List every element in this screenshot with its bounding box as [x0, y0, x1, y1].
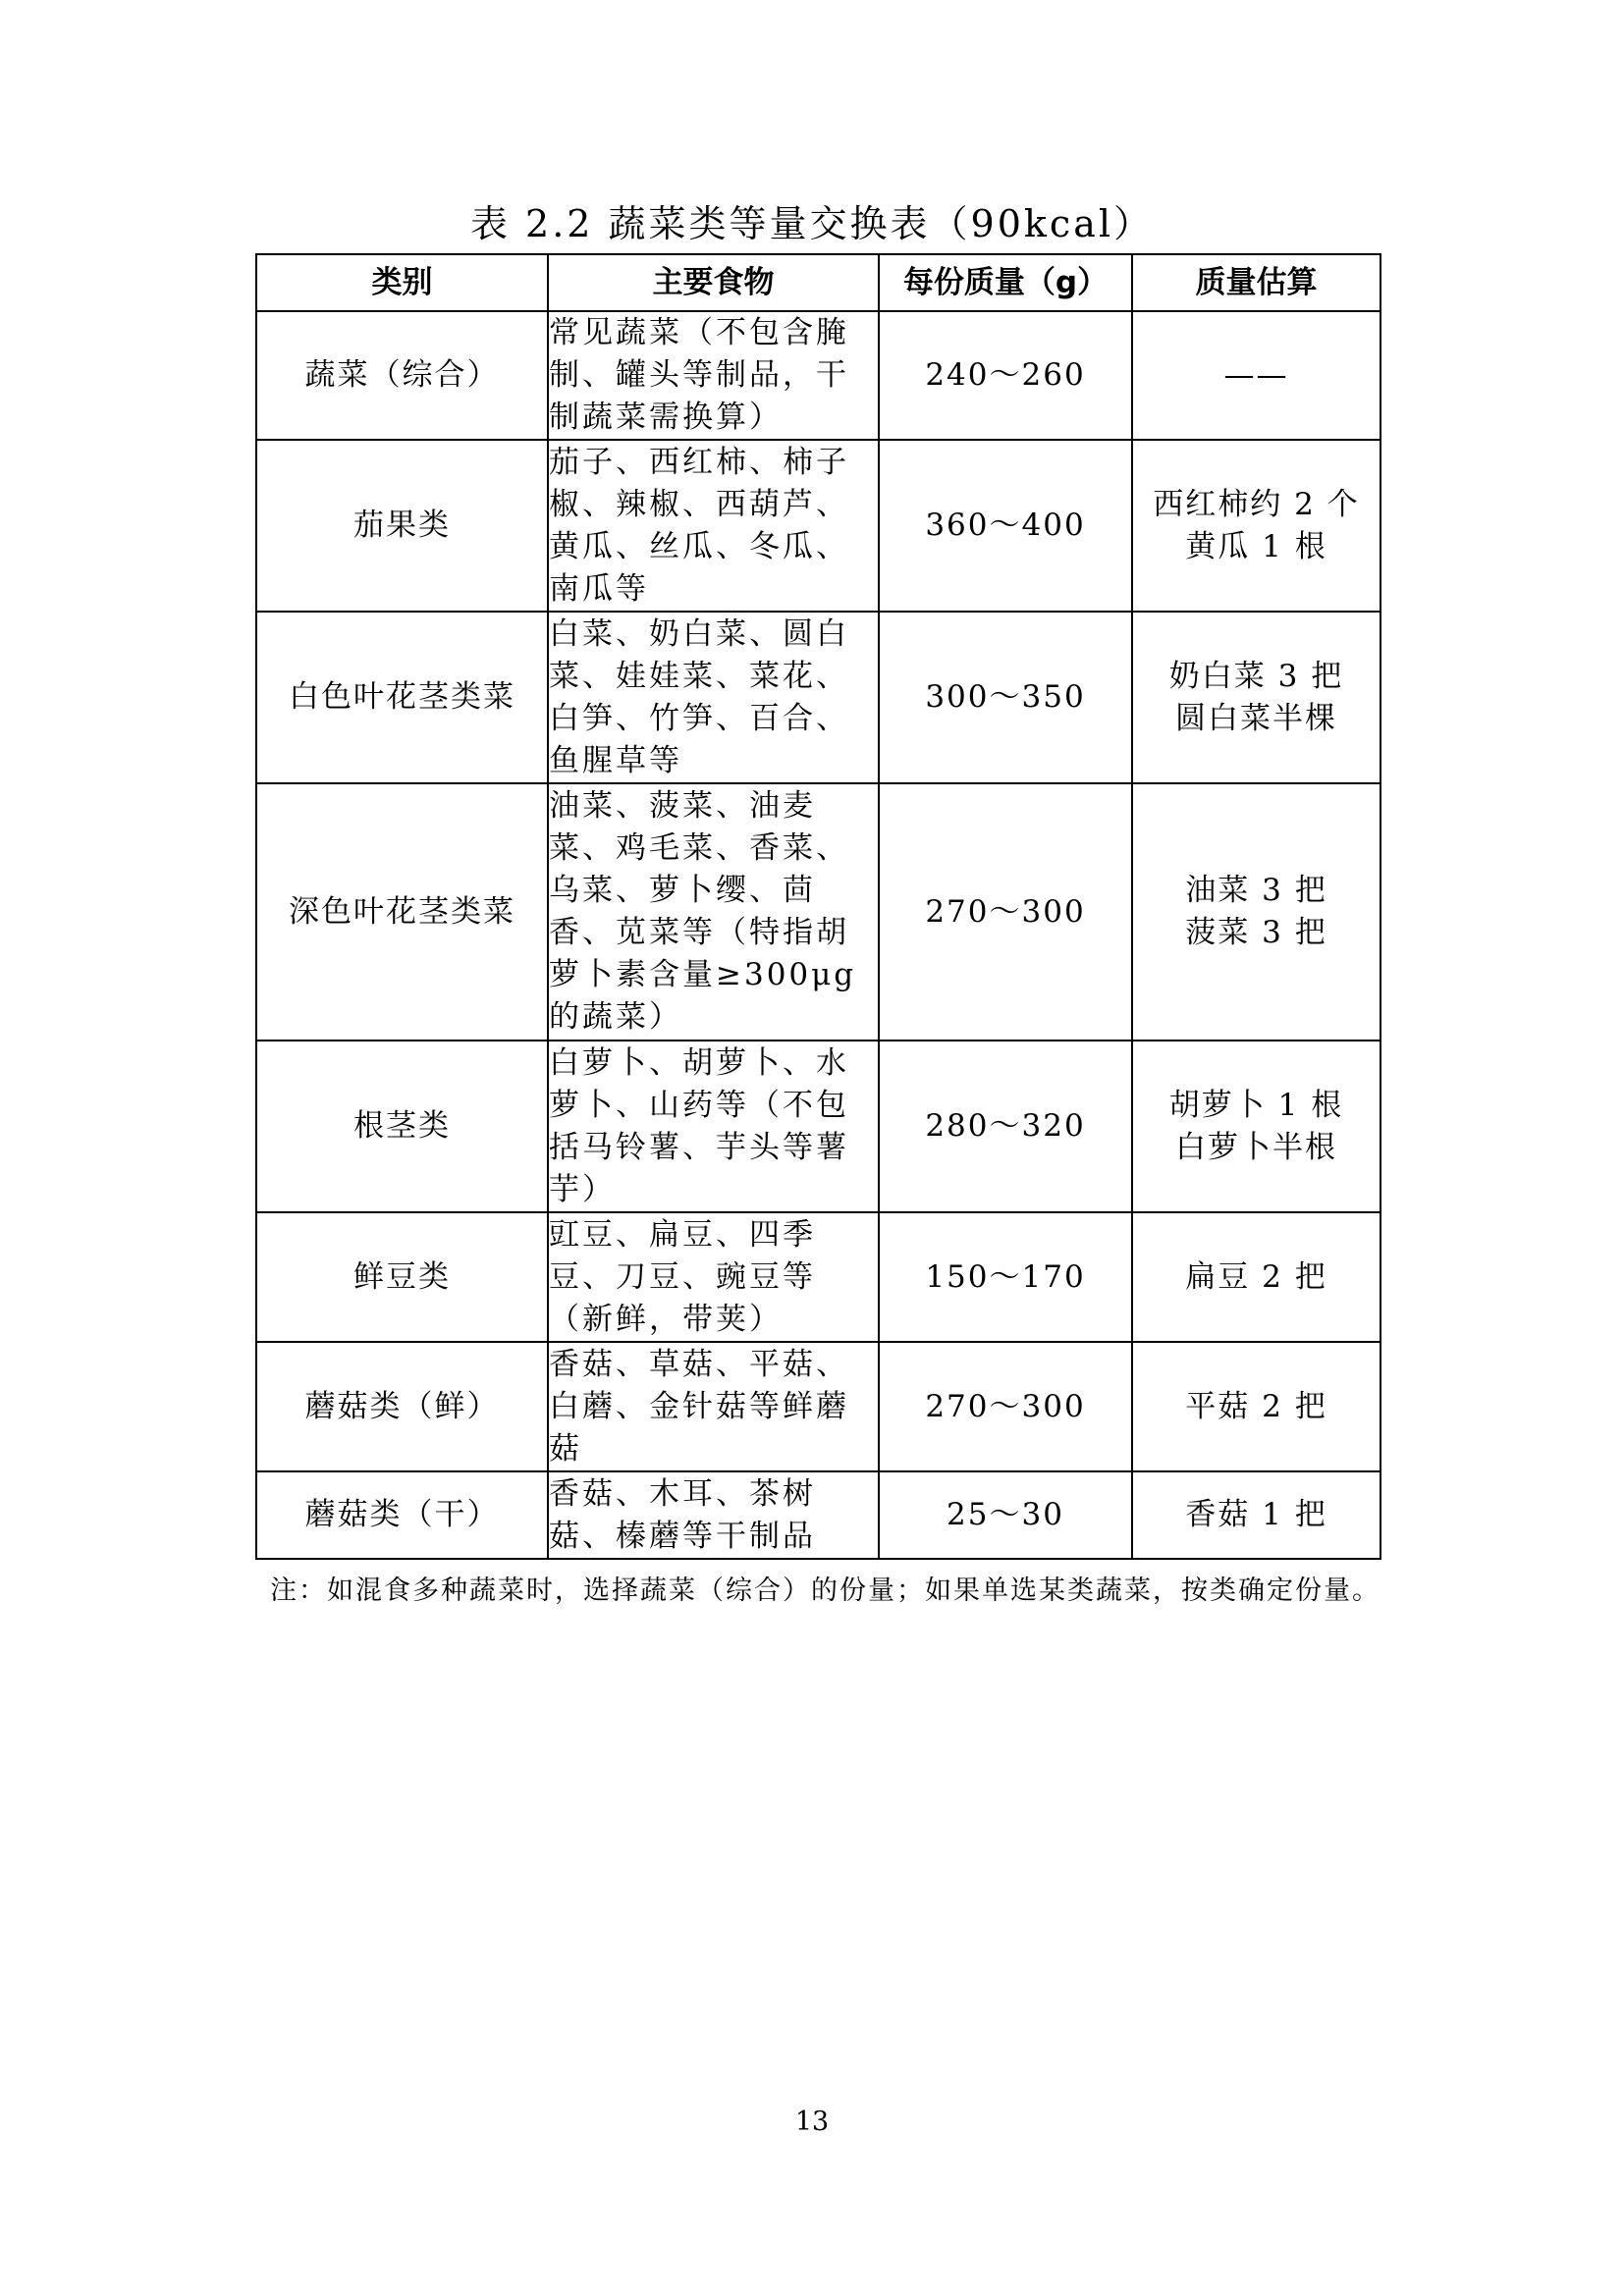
estimate-cell [1132, 311, 1380, 440]
header-main-foods: 主要食物 [548, 254, 879, 311]
weight-cell: 360～400 [879, 440, 1132, 612]
estimate-cell [1132, 783, 1380, 1041]
estimate-line: 白萝卜半根 [1175, 1129, 1337, 1165]
category-cell: 蘑菇类（鲜） [256, 1342, 548, 1471]
category-cell: 蔬菜（综合） [256, 311, 548, 440]
foods-cell: 油菜、菠菜、油麦菜、鸡毛菜、香菜、乌菜、萝卜缨、茴香、苋菜等（特指胡萝卜素含量≥300μg的蔬菜） [548, 783, 879, 1041]
estimate-line: 圆白菜半棵 [1175, 700, 1337, 736]
estimate-line: 黄瓜 1 根 [1185, 528, 1327, 564]
table-row [256, 612, 1380, 783]
category-cell: 白色叶花茎类菜 [256, 612, 548, 783]
table-row [256, 1212, 1380, 1342]
category-cell: 深色叶花茎类菜 [256, 783, 548, 1041]
estimate-line: 香菇 1 把 [1185, 1497, 1327, 1532]
foods-cell: 豇豆、扁豆、四季豆、刀豆、豌豆等（新鲜，带荚） [548, 1212, 879, 1342]
estimate-line: 胡萝卜 1 根 [1168, 1087, 1344, 1123]
foods-cell: 茄子、西红柿、柿子椒、辣椒、西葫芦、黄瓜、丝瓜、冬瓜、南瓜等 [548, 440, 879, 612]
foods-cell: 香菇、草菇、平菇、白蘑、金针菇等鲜蘑菇 [548, 1342, 879, 1471]
table-row [256, 1342, 1380, 1471]
vegetable-exchange-table [255, 253, 1381, 1560]
weight-cell: 150～170 [879, 1212, 1132, 1342]
estimate-cell [1132, 1212, 1380, 1342]
estimate-line: 扁豆 2 把 [1185, 1258, 1327, 1295]
estimate-cell [1132, 612, 1380, 783]
page-number: 13 [794, 2107, 830, 2137]
header-weight-estimate: 质量估算 [1132, 254, 1380, 311]
table-row [256, 440, 1380, 612]
category-cell: 鲜豆类 [256, 1212, 548, 1342]
foods-cell: 白菜、奶白菜、圆白菜、娃娃菜、菜花、白笋、竹笋、百合、鱼腥草等 [548, 612, 879, 783]
table-row [256, 783, 1380, 1041]
estimate-cell [1132, 1342, 1380, 1471]
table-header-row [256, 254, 1380, 311]
weight-cell: 270～300 [879, 1342, 1132, 1471]
weight-cell: 270～300 [879, 783, 1132, 1041]
foods-cell: 香菇、木耳、茶树菇、榛蘑等干制品 [548, 1471, 879, 1559]
table-row [256, 1041, 1380, 1212]
estimate-line: 油菜 3 把 [1185, 873, 1327, 908]
estimate-line: 西红柿约 2 个 [1153, 486, 1360, 522]
table-row [256, 1471, 1380, 1559]
estimate-line: —— [1223, 357, 1289, 393]
category-cell: 蘑菇类（干） [256, 1471, 548, 1559]
foods-cell: 常见蔬菜（不包含腌制、罐头等制品，干制蔬菜需换算） [548, 311, 879, 440]
estimate-cell [1132, 1471, 1380, 1559]
table-row [256, 311, 1380, 440]
foods-cell: 白萝卜、胡萝卜、水萝卜、山药等（不包括马铃薯、芋头等薯芋） [548, 1041, 879, 1212]
estimate-cell [1132, 440, 1380, 612]
weight-cell: 240～260 [879, 311, 1132, 440]
estimate-line: 菠菜 3 把 [1185, 915, 1327, 950]
weight-cell: 25～30 [879, 1471, 1132, 1559]
weight-cell: 280～320 [879, 1041, 1132, 1212]
header-weight-per-serving: 每份质量（g） [879, 254, 1132, 311]
category-cell: 茄果类 [256, 440, 548, 612]
table-title: 表 2.2 蔬菜类等量交换表（90kcal） [469, 202, 1155, 245]
table-note: 注：如混食多种蔬菜时，选择蔬菜（综合）的份量；如果单选某类蔬菜，按类确定份量。 [270, 1575, 1380, 1606]
estimate-cell [1132, 1041, 1380, 1212]
estimate-line: 平菇 2 把 [1185, 1388, 1327, 1424]
category-cell: 根茎类 [256, 1041, 548, 1212]
estimate-line: 奶白菜 3 把 [1168, 658, 1344, 694]
weight-cell: 300～350 [879, 612, 1132, 783]
header-category: 类别 [256, 254, 548, 311]
